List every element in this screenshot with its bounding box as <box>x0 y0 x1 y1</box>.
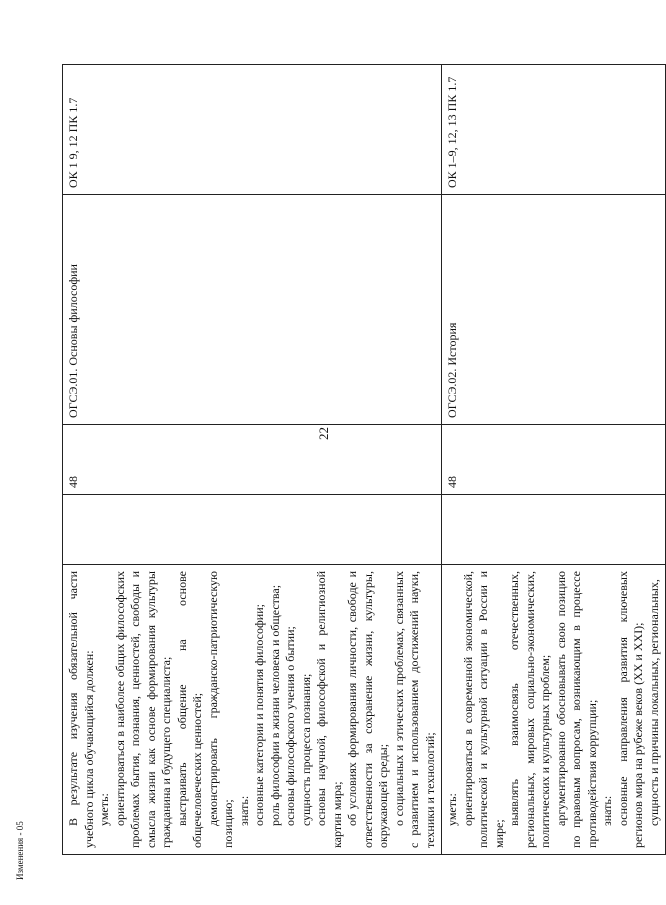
description-paragraph: об условиях формирования личности, свободе и ответственности за сохранение жизни, культуры, окружающей среды; <box>345 571 390 848</box>
description-paragraph: основные направления развития ключевых регионов мира на рубеже веков (XX и XXI); <box>615 571 645 848</box>
description-paragraph: основные категории и понятия философии; <box>252 604 266 826</box>
description-paragraph: основы научной, философской и религиозной картин мира; <box>314 571 344 848</box>
competencies-cell: ОК 1 9, 12 ПК 1.7 <box>63 65 442 195</box>
description-paragraph: основы философского учения о бытии; <box>283 626 297 826</box>
description-paragraph: ориентироваться в современной экономической, политической и культурной ситуации в России и мире; <box>460 571 506 848</box>
rotated-table-page <box>62 65 661 855</box>
description-paragraph: уметь: <box>97 793 111 826</box>
description-paragraph: о социальных и этических проблемах, связанных с развитием и использованием достижений науки, техники и технологий; <box>391 571 437 848</box>
description-paragraph: знать: <box>600 795 614 826</box>
description-paragraph: аргументированно обосновывать свою позицию по правовым вопросам, возникающим в процессе противодействия коррупции; <box>553 571 599 848</box>
description-paragraph: роль философии в жизни человека и общества; <box>267 584 282 826</box>
table-row <box>63 65 442 855</box>
description-paragraph: выстраивать общение на основе общечеловеческих ценностей; <box>174 571 204 848</box>
description-paragraph: знать: <box>236 795 251 826</box>
description-cell <box>63 565 442 855</box>
footer-note: Изменения - 05 <box>15 821 25 880</box>
empty-cell <box>442 495 666 565</box>
description-paragraph: демонстрировать гражданско-патриотическую позицию; <box>205 571 235 848</box>
hours-cell: 48 <box>442 425 666 495</box>
description-cell <box>442 565 666 855</box>
description-paragraph: сущность и причины локальных, региональных, <box>646 579 661 826</box>
hours-cell: 48 <box>63 425 442 495</box>
description-paragraph: ориентироваться в наиболее общих философских проблемах бытия, познания, ценностей, свободы и смысла жизни как основе формирования культуры гражданина и будущего специалиста; <box>112 571 173 848</box>
description-paragraph: уметь: <box>445 793 459 826</box>
empty-cell <box>63 495 442 565</box>
competencies-cell: ОК 1–9, 12, 13 ПК 1.7 <box>442 65 666 195</box>
description-paragraph: выявлять взаимосвязь отечественных, региональных, мировых социально-экономических, политических и культурных проблем; <box>507 571 552 848</box>
discipline-cell: ОГСЭ.02. История <box>442 195 666 425</box>
discipline-cell: ОГСЭ.01. Основы философии <box>63 195 442 425</box>
description-paragraph: В результате изучения обязательной части учебного цикла обучающийся должен: <box>66 571 96 848</box>
page-number: 22 <box>316 427 331 440</box>
description-paragraph: сущность процесса познания; <box>298 673 313 826</box>
curriculum-table <box>62 64 666 855</box>
table-row <box>442 65 666 855</box>
